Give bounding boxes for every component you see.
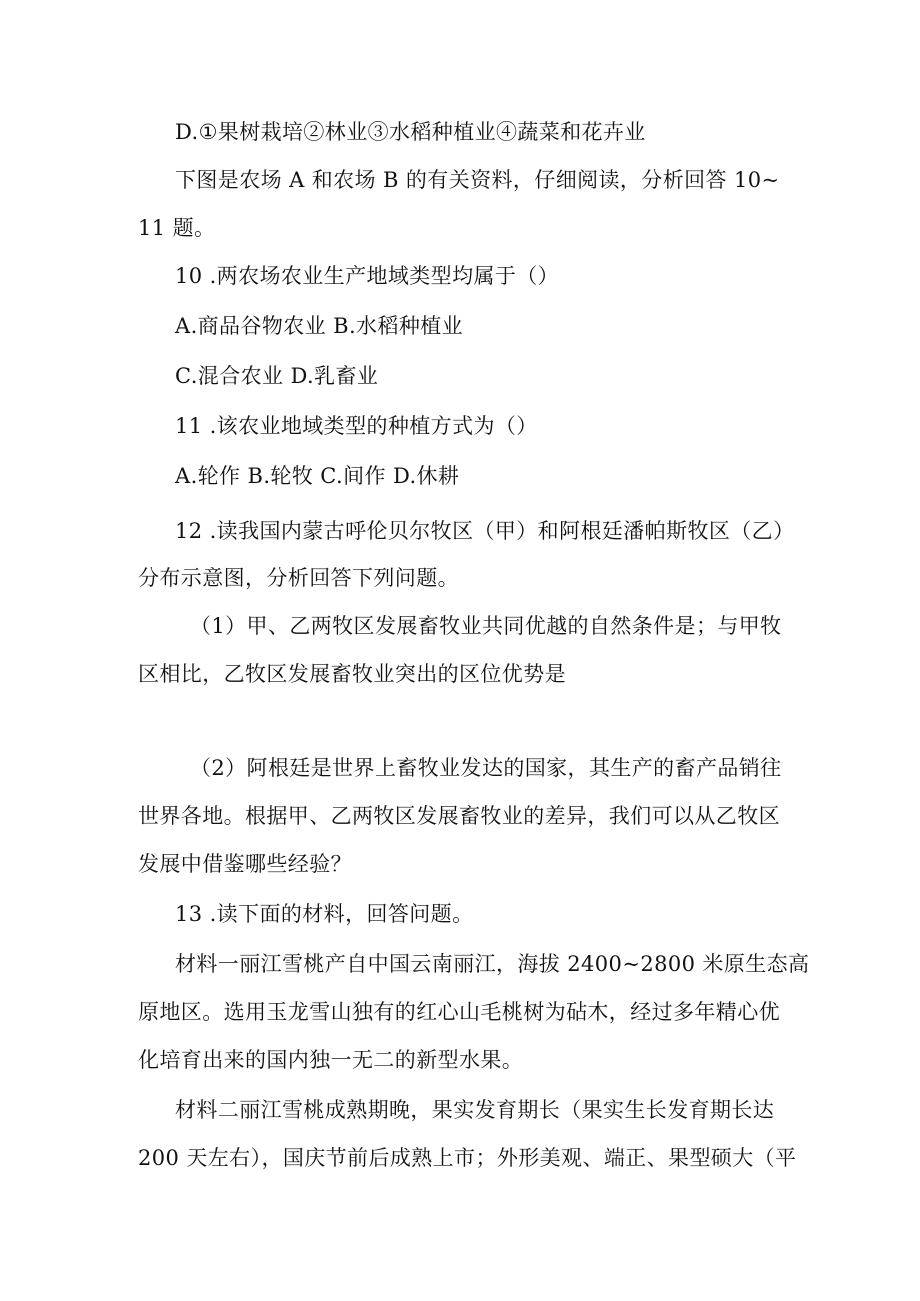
q12-part1-line-1: （1）甲、乙两牧区发展畜牧业共同优越的自然条件是；与甲牧 [190, 614, 782, 638]
q12-part1-line-2: 区相比，乙牧区发展畜牧业突出的区位优势是 [138, 662, 566, 686]
question-12-line-2: 分布示意图，分析回答下列问题。 [138, 566, 459, 590]
intro-text-line-2: 11 题。 [138, 216, 216, 240]
material-1-line-3: 化培育出来的国内独一无二的新型水果。 [138, 1048, 524, 1072]
option-d-line: D.①果树栽培②林业③水稻种植业④蔬菜和花卉业 [175, 120, 646, 144]
q12-part2-line-3: 发展中借鉴哪些经验？ [138, 852, 352, 876]
q10-options-ab: A.商品谷物农业 B.水稻种植业 [175, 314, 464, 338]
question-12-line-1: 12 .读我国内蒙古呼伦贝尔牧区（甲）和阿根廷潘帕斯牧区（乙） [175, 519, 795, 543]
material-2-line-1: 材料二丽江雪桃成熟期晚，果实发育期长（果实生长发育期长达 [175, 1098, 775, 1122]
q10-options-cd: C.混合农业 D.乳畜业 [175, 364, 379, 388]
material-1-line-1: 材料一丽江雪桃产自中国云南丽江，海拔 2400~2800 米原生态高 [175, 952, 810, 976]
q12-part2-line-1: （2）阿根廷是世界上畜牧业发达的国家，其生产的畜产品销往 [190, 756, 782, 780]
q11-options: A.轮作 B.轮牧 C.间作 D.休耕 [175, 464, 460, 488]
question-13: 13 .读下面的材料，回答问题。 [175, 902, 474, 926]
question-10: 10 .两农场农业生产地域类型均属于（） [175, 264, 560, 288]
intro-text-line-1: 下图是农场 A 和农场 B 的有关资料，仔细阅读，分析回答 10~ [175, 168, 780, 192]
question-11: 11 .该农业地域类型的种植方式为（） [175, 414, 538, 438]
material-1-line-2: 原地区。选用玉龙雪山独有的红心山毛桃树为砧木，经过多年精心优 [138, 1000, 780, 1024]
material-2-line-2: 200 天左右），国庆节前后成熟上市；外形美观、端正、果型硕大（平 [138, 1146, 797, 1170]
q12-part2-line-2: 世界各地。根据甲、乙两牧区发展畜牧业的差异，我们可以从乙牧区 [138, 804, 780, 828]
